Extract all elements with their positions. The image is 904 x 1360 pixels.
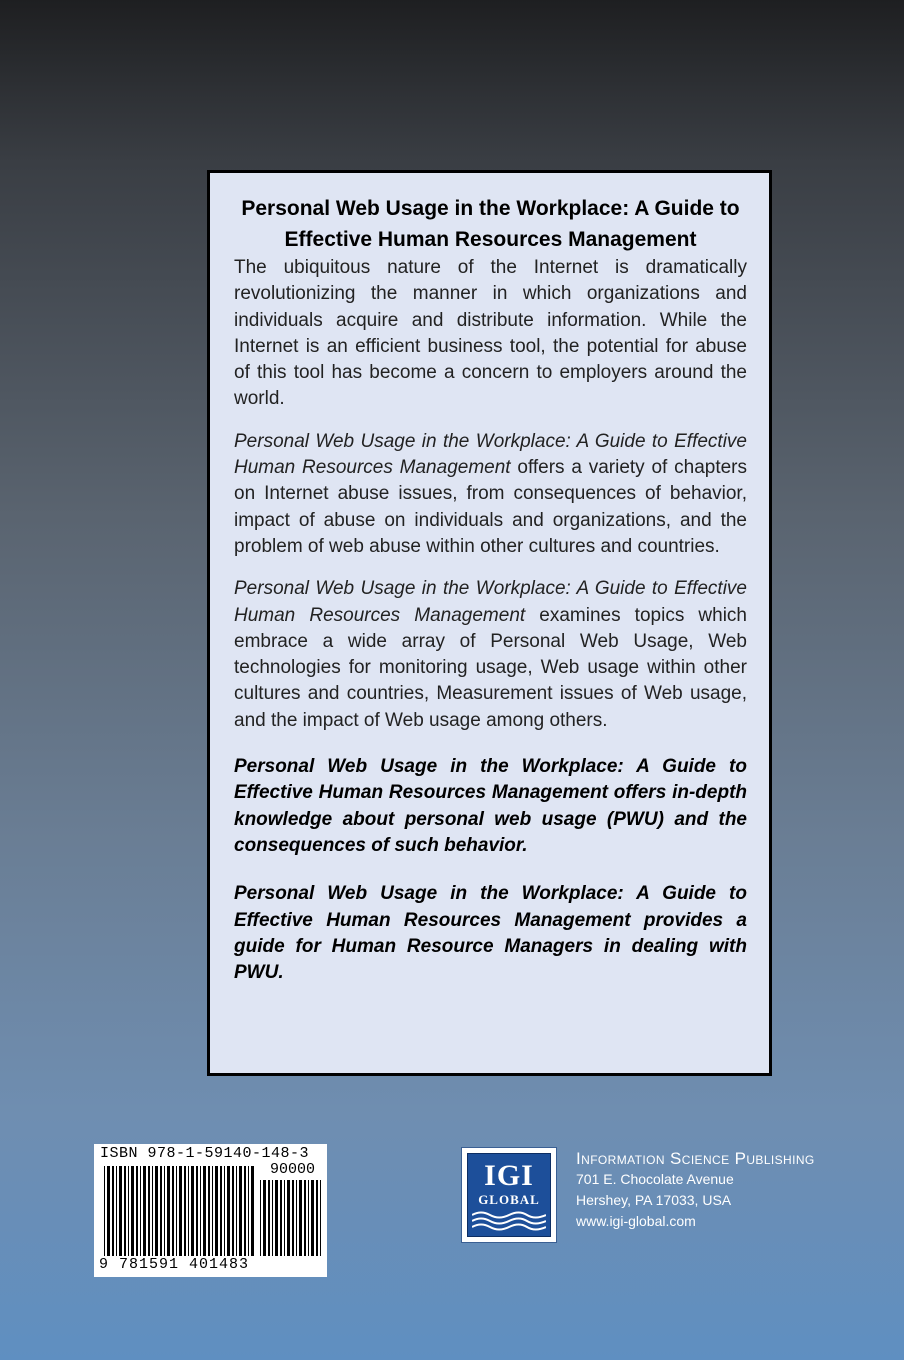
barcode-bar — [184, 1166, 186, 1256]
barcode-bar — [308, 1180, 309, 1256]
barcode-bar — [299, 1180, 302, 1256]
barcode-bar — [280, 1180, 282, 1256]
barcode-bar — [232, 1166, 234, 1256]
barcode-bar — [220, 1166, 222, 1256]
barcode-bar — [263, 1180, 266, 1256]
barcode-bar — [248, 1166, 249, 1256]
barcode-bar — [251, 1166, 254, 1256]
barcode-bar — [200, 1166, 201, 1256]
barcode-bar — [275, 1180, 278, 1256]
logo-waves-icon — [472, 1210, 546, 1232]
publisher-name: Information Science Publishing — [576, 1149, 815, 1168]
logo-badge — [467, 1153, 551, 1237]
isbn-label: ISBN 978-1-59140-148-3 — [100, 1145, 310, 1162]
barcode-bar — [172, 1166, 174, 1256]
logo-global-text: GLOBAL — [478, 1192, 540, 1207]
barcode-bar — [191, 1166, 194, 1256]
barcode-bar — [148, 1166, 150, 1256]
barcode-bar — [236, 1166, 237, 1256]
barcode-bar — [131, 1166, 134, 1256]
barcode-bar — [160, 1166, 162, 1256]
book-title: Personal Web Usage in the Workplace: A Guide to Effective Human Resources Management — [241, 197, 740, 251]
paragraph-chapters-book-title: Personal Web Usage in the Workplace: A Guide to Effective Human Resources Management — [234, 430, 747, 479]
barcode-bar — [268, 1180, 270, 1256]
igi-global-logo — [461, 1147, 557, 1243]
paragraph-knowledge: Personal Web Usage in the Workplace: A Guide to Effective Human Resources Management offers in-depth knowledge about personal web usage (PWU) and the consequences of such behavior. — [234, 756, 747, 856]
barcode-bar — [155, 1166, 158, 1256]
barcode-bar — [284, 1180, 285, 1256]
barcode-bar — [167, 1166, 170, 1256]
barcode-bar — [239, 1166, 242, 1256]
barcode-bar — [116, 1166, 117, 1256]
barcode-bar — [107, 1166, 110, 1256]
barcode-bar — [104, 1166, 105, 1256]
barcode-bar — [244, 1166, 246, 1256]
paragraph-intro: The ubiquitous nature of the Internet is dramatically revolutionizing the manner in which organizations and individuals acquire and distribute information. While the Internet is an efficient business tool, the potential for abuse of this tool has become a concern to employers around the world. — [234, 257, 747, 410]
barcode-bar — [311, 1180, 314, 1256]
barcode-bar — [304, 1180, 306, 1256]
barcode-bar — [124, 1166, 126, 1256]
publisher-address-line2: Hershey, PA 17033, USA — [576, 1192, 732, 1208]
barcode-bar — [112, 1166, 114, 1256]
barcode-bar — [152, 1166, 153, 1256]
barcode-bar — [227, 1166, 230, 1256]
barcode-bar — [119, 1166, 122, 1256]
publisher-website: www.igi-global.com — [576, 1213, 696, 1229]
paragraph-chapters — [234, 429, 747, 560]
barcode-bar — [179, 1166, 182, 1256]
isbn-digits: 9 781591 401483 — [99, 1256, 250, 1273]
barcode-bar — [188, 1166, 189, 1256]
barcode-bar — [224, 1166, 225, 1256]
barcode-bar — [164, 1166, 165, 1256]
barcode-bar — [208, 1166, 210, 1256]
publisher-address-line1: 701 E. Chocolate Avenue — [576, 1171, 734, 1187]
barcode-bar — [176, 1166, 177, 1256]
barcode-bar — [260, 1180, 261, 1256]
barcode-bar — [272, 1180, 273, 1256]
price-code: 90000 — [270, 1161, 316, 1178]
barcode-bar — [296, 1180, 297, 1256]
paragraph-chapters-text: offers a variety of chapters on Internet abuse issues, from consequences of behavior, impact of abuse on individuals and organizations, and the problem of web abuse within other cultures and countries. — [234, 457, 747, 557]
barcode-bar — [196, 1166, 198, 1256]
paragraph-topics-text: examines topics which embrace a wide array of Personal Web Usage, Web technologies for monitoring usage, Web usage within other cultures and countries, Measurement issues of Web usage, and the impact of Web usage among others. — [234, 604, 747, 731]
barcode-bar — [136, 1166, 138, 1256]
barcode-addon-bars — [260, 1180, 322, 1256]
barcode-bar — [143, 1166, 146, 1256]
barcode-bar — [292, 1180, 294, 1256]
barcode-bar — [212, 1166, 213, 1256]
barcode-bar — [140, 1166, 141, 1256]
barcode-bar — [128, 1166, 129, 1256]
logo-igi-text: IGI — [484, 1159, 534, 1192]
barcode-bar — [215, 1166, 218, 1256]
barcode-bar — [316, 1180, 318, 1256]
publisher-info — [576, 1149, 815, 1232]
paragraph-topics — [234, 576, 747, 734]
paragraph-guide: Personal Web Usage in the Workplace: A Guide to Effective Human Resources Management provides a guide for Human Resource Managers in dealing with PWU. — [234, 883, 747, 984]
isbn-barcode — [94, 1144, 327, 1277]
barcode-bars — [104, 1166, 256, 1256]
paragraph-topics-book-title: Personal Web Usage in the Workplace: A Guide to Effective Human Resources Management — [234, 578, 747, 626]
description-panel — [207, 170, 772, 1076]
barcode-bar — [287, 1180, 290, 1256]
barcode-bar — [320, 1180, 321, 1256]
barcode-bar — [203, 1166, 206, 1256]
